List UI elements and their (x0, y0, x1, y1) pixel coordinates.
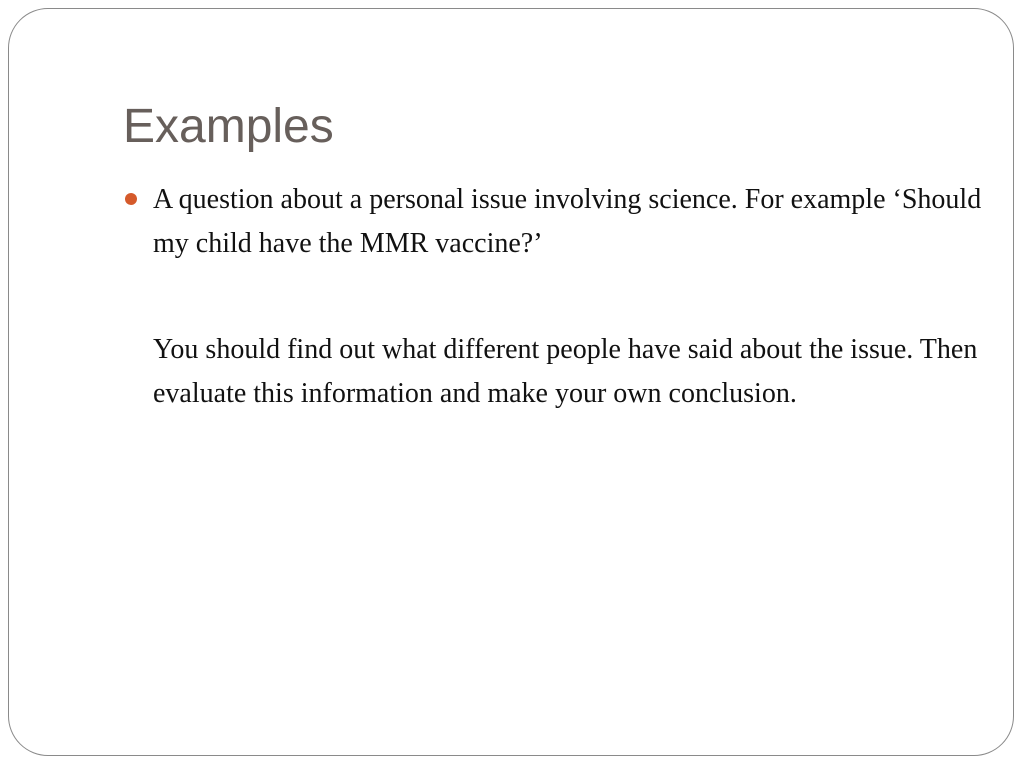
bullet-text: A question about a personal issue involving science. For example ‘Should my child have the MMR vaccine?’ (153, 184, 982, 259)
list-item (153, 178, 983, 416)
bullet-list (153, 178, 983, 416)
bullet-dot-icon (125, 193, 137, 205)
bullet-continuation-text: You should find out what different people have said about the issue. Then evaluate this information and make your own conclusion. (153, 334, 978, 409)
slide-frame (8, 8, 1014, 756)
slide-title: Examples (123, 100, 334, 153)
